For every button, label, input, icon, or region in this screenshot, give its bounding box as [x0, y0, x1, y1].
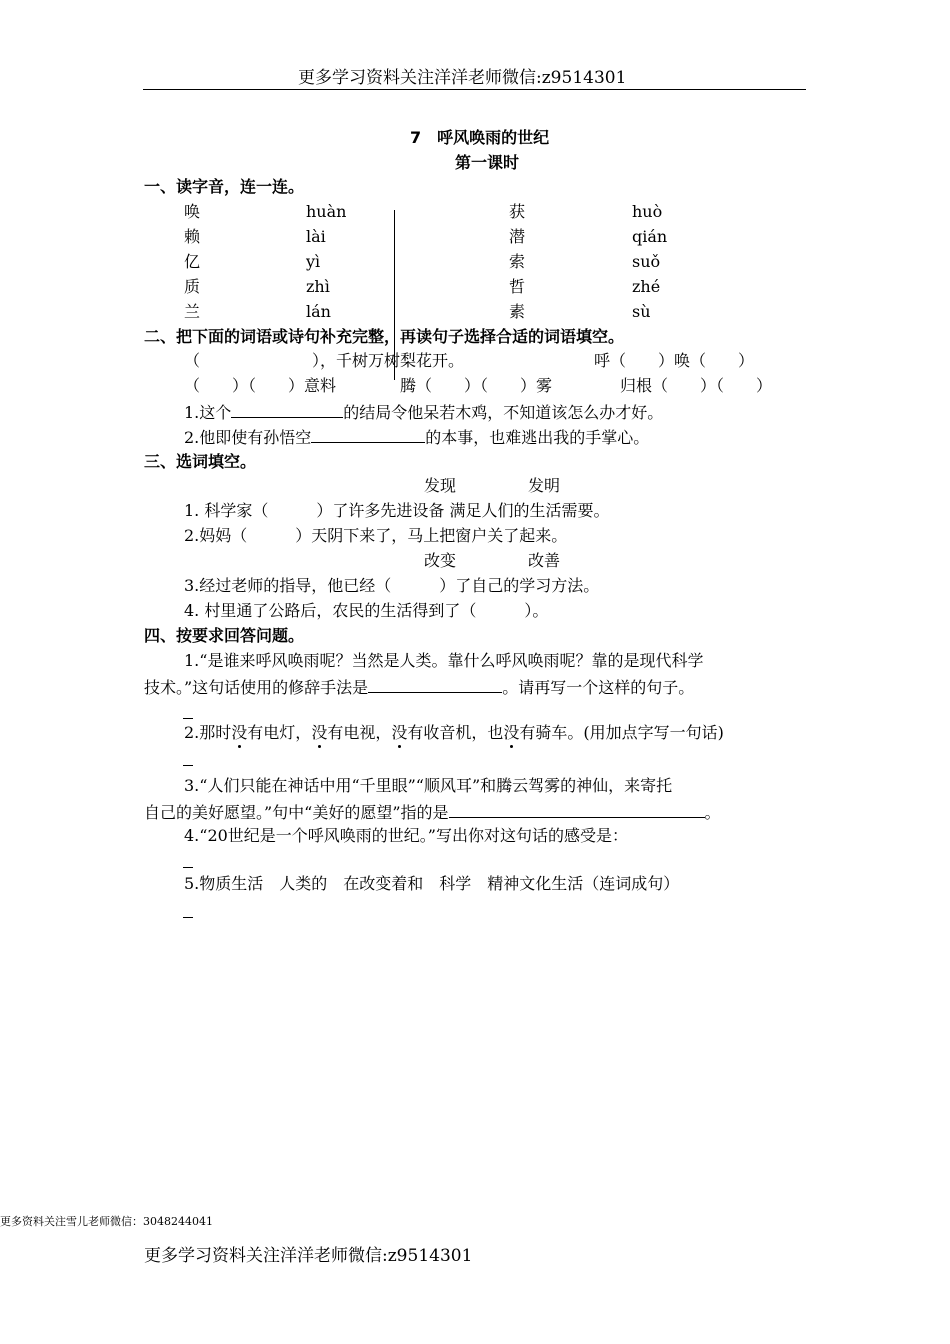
pinyin-item: yì: [306, 252, 321, 271]
pinyin-item: zhé: [632, 277, 661, 296]
q-text: 的本事，也难逃出我的手掌心。: [425, 428, 650, 447]
page-title: 7 呼风唤雨的世纪: [410, 128, 550, 147]
footer-small-text: 更多资料关注雪儿老师微信：3048244041: [0, 1215, 213, 1228]
pinyin-item: zhì: [306, 277, 330, 296]
answer-line-short[interactable]: [183, 917, 193, 918]
section4-heading: 四、按要求回答问题。: [144, 626, 305, 645]
dotted-char: 没: [231, 723, 248, 742]
section4-question-3-line2: [144, 801, 721, 823]
idiom-fill-1: 呼（ ）唤（ ）: [594, 351, 755, 370]
pinyin-item: huò: [632, 202, 663, 221]
section2-question-1: [184, 401, 663, 423]
char-item: 获: [509, 202, 526, 221]
word-choice: 发明: [528, 476, 561, 495]
answer-blank[interactable]: [231, 401, 343, 418]
pinyin-item: lán: [306, 302, 331, 321]
poem-fill-blank: （ ），千树万树梨花开。: [184, 351, 465, 370]
section3-question-2: 2.妈妈（ ）天阴下来了，马上把窗户关了起来。: [184, 526, 568, 545]
char-item: 兰: [184, 302, 201, 321]
char-item: 潜: [509, 227, 526, 246]
q-text: 。请再写一个这样的句子。: [502, 678, 695, 697]
answer-blank[interactable]: [449, 801, 705, 818]
header-text: 更多学习资料关注洋洋老师微信:z9514301: [298, 68, 627, 88]
q-text: 的结局令他呆若木鸡，不知道该怎么办才好。: [343, 403, 664, 422]
char-item: 素: [509, 302, 526, 321]
char-item: 赖: [184, 227, 201, 246]
section4-question-5: 5.物质生活 人类的 在改变着和 科学 精神文化生活（连词成句）: [184, 874, 680, 893]
q-text: 技术。”这句话使用的修辞手法是: [144, 678, 369, 697]
section3-question-3: 3.经过老师的指导，他已经（ ）了自己的学习方法。: [184, 576, 600, 595]
page-subtitle: 第一课时: [455, 153, 520, 172]
q-text: 2.他即使有孙悟空: [184, 428, 312, 447]
pinyin-item: huàn: [306, 202, 347, 221]
pinyin-item: lài: [306, 227, 326, 246]
answer-line-short[interactable]: [183, 718, 193, 719]
answer-line-short[interactable]: [183, 765, 193, 766]
char-item: 亿: [184, 252, 201, 271]
char-item: 索: [509, 252, 526, 271]
char-item: 唤: [184, 202, 201, 221]
char-item: 质: [184, 277, 201, 296]
section4-question-1-line2: [144, 676, 694, 698]
section3-question-1: 1. 科学家（ ）了许多先进设备 满足人们的生活需要。: [184, 501, 610, 520]
q-text: 有电视，: [327, 723, 392, 742]
q-text: 有电灯，: [247, 723, 312, 742]
word-choice: 改变: [424, 551, 457, 570]
section2-question-2: [184, 426, 649, 448]
section3-heading: 三、选词填空。: [144, 452, 257, 471]
word-choice: 发现: [424, 476, 457, 495]
section4-question-4: 4.“20世纪是一个呼风唤雨的世纪。”写出你对这句话的感受是：: [184, 826, 628, 845]
pinyin-item: sù: [632, 302, 651, 321]
answer-blank[interactable]: [311, 426, 425, 443]
footer-text: 更多学习资料关注洋洋老师微信:z9514301: [144, 1246, 473, 1266]
answer-blank[interactable]: [368, 676, 502, 693]
idiom-fill-4: 归根（ ）（ ）: [620, 376, 773, 395]
answer-line-short[interactable]: [183, 867, 193, 868]
word-choice: 改善: [528, 551, 561, 570]
pinyin-item: suǒ: [632, 252, 661, 271]
q-text: 有骑车。(用加点字写一句话): [519, 723, 724, 742]
q-text: 自己的美好愿望。”句中“美好的愿望”指的是: [144, 803, 449, 822]
q-text: 2.那时: [184, 723, 232, 742]
q-text: 1.这个: [184, 403, 232, 422]
dotted-char: 没: [503, 723, 520, 742]
section3-question-4: 4. 村里通了公路后，农民的生活得到了（ ）。: [184, 601, 549, 620]
char-item: 哲: [509, 277, 526, 296]
dotted-char: 没: [391, 723, 408, 742]
pinyin-item: qián: [632, 227, 668, 246]
idiom-fill-2: （ ）（ ）意料: [184, 376, 337, 395]
q-text: 。: [704, 803, 721, 822]
section4-question-3-line1: 3.“人们只能在神话中用“千里眼”“顺风耳”和腾云驾雾的神仙，来寄托: [184, 776, 673, 795]
section2-heading: 二、把下面的词语或诗句补充完整，再读句子选择合适的词语填空。: [144, 327, 625, 346]
section4-question-2: [184, 723, 724, 743]
q-text: 有收音机，也: [407, 723, 504, 742]
header-rule: [143, 89, 806, 90]
dotted-char: 没: [311, 723, 328, 742]
idiom-fill-3: 腾（ ）（ ）雾: [400, 376, 553, 395]
section4-question-1-line1: 1.“是谁来呼风唤雨呢？当然是人类。靠什么呼风唤雨呢？靠的是现代科学: [184, 651, 704, 670]
section1-heading: 一、读字音，连一连。: [144, 177, 305, 196]
